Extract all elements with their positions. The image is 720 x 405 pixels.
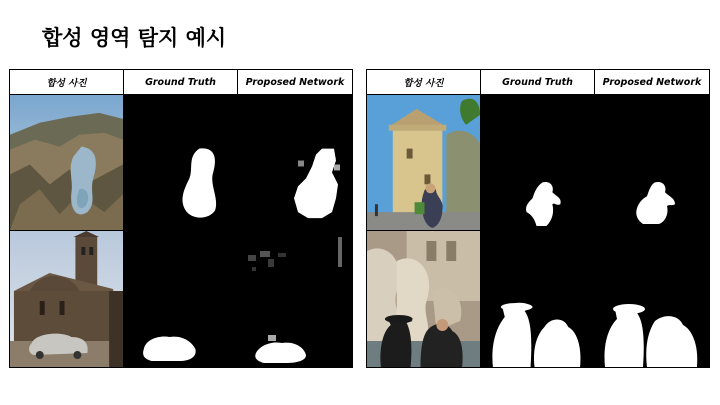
header-proposed-network: Proposed Network	[595, 70, 709, 95]
left-results-table	[9, 69, 353, 368]
table-header-row	[367, 70, 709, 95]
table-row	[10, 95, 352, 231]
header-proposed-network: Proposed Network	[238, 70, 352, 95]
header-composite-photo: 합성 사진	[10, 70, 124, 95]
proposed-network-mask	[595, 95, 709, 231]
header-ground-truth: Ground Truth	[124, 70, 238, 95]
ground-truth-mask	[481, 231, 595, 367]
composite-photo-tower	[367, 95, 481, 231]
header-ground-truth: Ground Truth	[481, 70, 595, 95]
ground-truth-mask	[124, 95, 238, 231]
ground-truth-mask	[124, 231, 238, 367]
table-header-row	[10, 70, 352, 95]
right-results-table	[366, 69, 710, 368]
proposed-network-mask	[595, 231, 709, 367]
composite-photo-fountain	[367, 231, 481, 367]
table-row	[367, 95, 709, 231]
table-row	[10, 231, 352, 367]
proposed-network-mask	[238, 95, 352, 231]
table-row	[367, 231, 709, 367]
proposed-network-mask	[238, 231, 352, 367]
ground-truth-mask	[481, 95, 595, 231]
header-composite-photo: 합성 사진	[367, 70, 481, 95]
slide-title: 합성 영역 탐지 예시	[42, 26, 227, 50]
composite-photo-church	[10, 231, 124, 367]
composite-photo-mountain	[10, 95, 124, 231]
